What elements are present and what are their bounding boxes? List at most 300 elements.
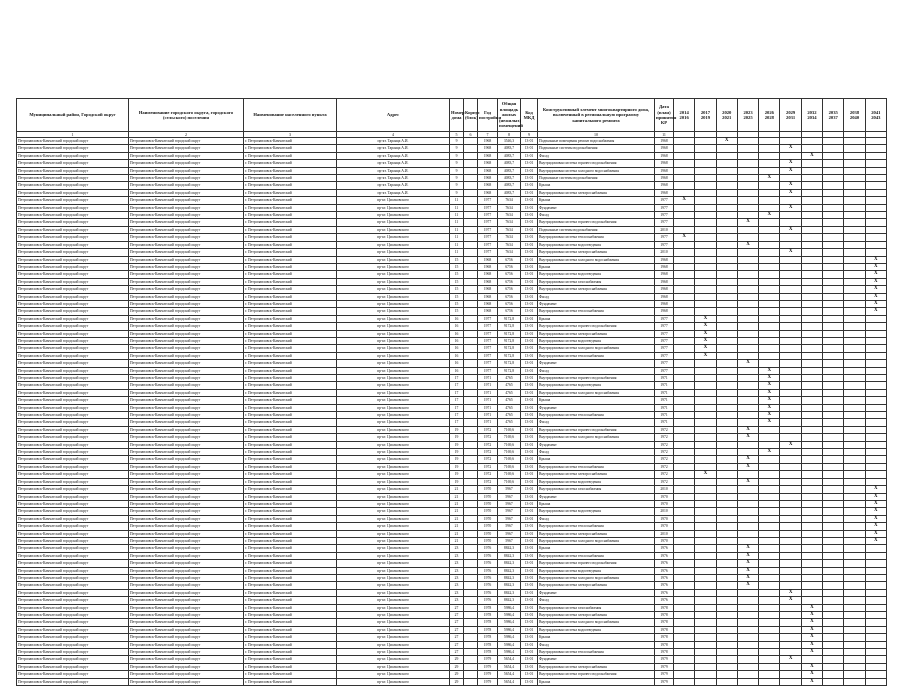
mkd-code-cell: 13-01 — [521, 241, 538, 248]
period-cell — [759, 500, 780, 507]
mkd-code-cell: 13-01 — [521, 678, 538, 685]
table-row — [17, 508, 887, 515]
plan-date-cell: 1971 — [655, 404, 674, 411]
period-cell — [780, 330, 801, 337]
period-cell — [674, 323, 695, 330]
period-cell: X — [737, 552, 758, 559]
district-cell: Петропавловск-Камчатский городской округ — [17, 656, 129, 663]
block-cell — [464, 456, 478, 463]
period-cell — [759, 360, 780, 367]
period-cell — [674, 278, 695, 285]
structural-element-cell: Внутридомовая система теплоснабжения — [538, 649, 655, 656]
table-row — [17, 426, 887, 433]
period-cell — [823, 604, 844, 611]
table-row — [17, 189, 887, 196]
house-number-cell: 27 — [450, 612, 464, 619]
period-cell — [844, 160, 865, 167]
locality-cell: г. Петропавловск-Камчатский — [244, 545, 337, 552]
period-cell: X — [780, 189, 801, 196]
column-header: Год постройки — [478, 99, 498, 132]
locality-cell: г. Петропавловск-Камчатский — [244, 145, 337, 152]
period-cell: X — [801, 626, 822, 633]
period-cell — [737, 530, 758, 537]
period-cell — [759, 589, 780, 596]
period-cell — [737, 152, 758, 159]
address-cell: пр-кт. Циолковского — [337, 589, 450, 596]
address-cell: пр-кт. Циолковского — [337, 337, 450, 344]
settlement-cell: Петропавловск-Камчатский городской округ — [129, 537, 244, 544]
area-cell: 4765 — [498, 412, 521, 419]
plan-date-cell: 1970 — [655, 523, 674, 530]
settlement-cell: Петропавловск-Камчатский городской округ — [129, 545, 244, 552]
build-year-cell: 1976 — [478, 582, 498, 589]
block-cell — [464, 212, 478, 219]
area-cell: 8842,3 — [498, 560, 521, 567]
district-cell: Петропавловск-Камчатский городской округ — [17, 508, 129, 515]
table-row — [17, 412, 887, 419]
build-year-cell: 1977 — [478, 330, 498, 337]
locality-cell: г. Петропавловск-Камчатский — [244, 404, 337, 411]
period-cell — [759, 574, 780, 581]
period-cell: X — [759, 367, 780, 374]
period-cell — [716, 656, 737, 663]
period-cell — [759, 434, 780, 441]
build-year-cell: 1970 — [478, 515, 498, 522]
structural-element-cell: Фундамент — [538, 300, 655, 307]
mkd-code-cell: 13-01 — [521, 189, 538, 196]
period-cell — [737, 330, 758, 337]
period-cell — [801, 382, 822, 389]
address-cell: пр-кт. Циолковского — [337, 441, 450, 448]
address-cell: пр-кт. Таранца А.И. — [337, 167, 450, 174]
settlement-cell: Петропавловск-Камчатский городской округ — [129, 293, 244, 300]
period-cell — [716, 419, 737, 426]
area-cell: 7169,6 — [498, 456, 521, 463]
period-cell — [801, 219, 822, 226]
locality-cell: г. Петропавловск-Камчатский — [244, 323, 337, 330]
build-year-cell: 1972 — [478, 449, 498, 456]
house-number-cell: 9 — [450, 175, 464, 182]
address-cell: пр-кт. Циолковского — [337, 256, 450, 263]
column-header: 2038 2040 — [844, 99, 865, 132]
plan-date-cell: 1977 — [655, 241, 674, 248]
address-cell: пр-кт. Таранца А.И. — [337, 189, 450, 196]
period-cell — [737, 612, 758, 619]
period-cell — [759, 286, 780, 293]
settlement-cell: Петропавловск-Камчатский городской округ — [129, 367, 244, 374]
area-cell: 4765 — [498, 375, 521, 382]
table-row — [17, 219, 887, 226]
district-cell: Петропавловск-Камчатский городской округ — [17, 619, 129, 626]
district-cell: Петропавловск-Камчатский городской округ — [17, 138, 129, 145]
plan-date-cell: 1970 — [655, 537, 674, 544]
plan-date-cell: 1977 — [655, 219, 674, 226]
house-number-cell: 11 — [450, 226, 464, 233]
mkd-code-cell: 13-01 — [521, 397, 538, 404]
table-row — [17, 271, 887, 278]
period-cell — [716, 345, 737, 352]
plan-date-cell: 1971 — [655, 419, 674, 426]
house-number-cell: 16 — [450, 323, 464, 330]
period-cell — [780, 523, 801, 530]
period-cell — [801, 597, 822, 604]
period-cell — [780, 604, 801, 611]
period-cell — [823, 367, 844, 374]
period-cell — [801, 138, 822, 145]
period-cell — [801, 300, 822, 307]
build-year-cell: 1977 — [478, 352, 498, 359]
mkd-code-cell: 13-01 — [521, 493, 538, 500]
house-number-cell: 9 — [450, 182, 464, 189]
period-cell — [823, 449, 844, 456]
period-cell: X — [695, 337, 716, 344]
period-cell — [674, 167, 695, 174]
address-cell: пр-кт. Циолковского — [337, 286, 450, 293]
period-cell — [737, 626, 758, 633]
house-number-cell: 19 — [450, 471, 464, 478]
district-cell: Петропавловск-Камчатский городской округ — [17, 263, 129, 270]
period-cell — [823, 256, 844, 263]
settlement-cell: Петропавловск-Камчатский городской округ — [129, 182, 244, 189]
address-cell: пр-кт. Циолковского — [337, 612, 450, 619]
table-row — [17, 367, 887, 374]
period-cell — [716, 582, 737, 589]
period-cell: X — [674, 234, 695, 241]
period-cell: X — [801, 604, 822, 611]
structural-element-cell: Фасад — [538, 641, 655, 648]
period-cell — [823, 145, 844, 152]
house-number-cell: 16 — [450, 352, 464, 359]
period-cell — [865, 167, 886, 174]
period-cell — [759, 649, 780, 656]
period-cell — [844, 315, 865, 322]
house-number-cell: 19 — [450, 463, 464, 470]
column-header: Муниципальный район, Городской округ — [17, 99, 129, 132]
period-cell: X — [737, 560, 758, 567]
period-cell — [865, 175, 886, 182]
area-cell: 5967 — [498, 523, 521, 530]
period-cell — [737, 189, 758, 196]
period-cell: X — [801, 619, 822, 626]
period-cell — [737, 337, 758, 344]
period-cell: X — [780, 167, 801, 174]
period-cell — [695, 641, 716, 648]
house-number-cell: 21 — [450, 515, 464, 522]
structural-element-cell: Внутридомовая система газоснабжения — [538, 604, 655, 611]
table-row — [17, 500, 887, 507]
period-cell — [844, 219, 865, 226]
period-cell — [716, 574, 737, 581]
block-cell — [464, 493, 478, 500]
block-cell — [464, 574, 478, 581]
build-year-cell: 1977 — [478, 212, 498, 219]
period-cell — [737, 182, 758, 189]
plan-date-cell: 1976 — [655, 560, 674, 567]
structural-element-cell: Внутридомовая система электроснабжения — [538, 582, 655, 589]
period-cell — [844, 574, 865, 581]
area-cell: 9172,8 — [498, 315, 521, 322]
structural-element-cell: Крыша — [538, 456, 655, 463]
block-cell — [464, 263, 478, 270]
district-cell: Петропавловск-Камчатский городской округ — [17, 441, 129, 448]
period-cell — [823, 160, 844, 167]
table-row — [17, 656, 887, 663]
period-cell — [823, 204, 844, 211]
period-cell: X — [737, 567, 758, 574]
table-row — [17, 545, 887, 552]
district-cell: Петропавловск-Камчатский городской округ — [17, 671, 129, 678]
period-cell — [844, 182, 865, 189]
house-number-cell: 23 — [450, 574, 464, 581]
period-cell — [844, 330, 865, 337]
locality-cell: г. Петропавловск-Камчатский — [244, 426, 337, 433]
plan-date-cell: 1977 — [655, 360, 674, 367]
period-cell — [844, 175, 865, 182]
period-cell — [695, 197, 716, 204]
build-year-cell: 1968 — [478, 271, 498, 278]
address-cell: пр-кт. Циолковского — [337, 582, 450, 589]
plan-date-cell: 1968 — [655, 152, 674, 159]
area-cell: 7634 — [498, 226, 521, 233]
mkd-code-cell: 13-01 — [521, 375, 538, 382]
settlement-cell: Петропавловск-Камчатский городской округ — [129, 389, 244, 396]
period-cell — [737, 471, 758, 478]
period-cell — [674, 671, 695, 678]
period-cell: X — [780, 226, 801, 233]
period-cell — [716, 249, 737, 256]
period-cell — [823, 182, 844, 189]
period-cell — [759, 197, 780, 204]
locality-cell: г. Петропавловск-Камчатский — [244, 160, 337, 167]
plan-date-cell: 1968 — [655, 138, 674, 145]
period-cell — [844, 434, 865, 441]
period-cell — [759, 204, 780, 211]
settlement-cell: Петропавловск-Камчатский городской округ — [129, 478, 244, 485]
period-cell — [737, 604, 758, 611]
block-cell — [464, 404, 478, 411]
settlement-cell: Петропавловск-Камчатский городской округ — [129, 360, 244, 367]
period-cell — [801, 426, 822, 433]
period-cell — [823, 323, 844, 330]
period-cell — [695, 582, 716, 589]
period-cell — [844, 663, 865, 670]
period-cell — [759, 241, 780, 248]
area-cell: 8842,3 — [498, 574, 521, 581]
column-number: 8 — [498, 132, 521, 138]
address-cell: пр-кт. Циолковского — [337, 552, 450, 559]
period-cell — [674, 404, 695, 411]
district-cell: Петропавловск-Камчатский городской округ — [17, 315, 129, 322]
build-year-cell: 1970 — [478, 500, 498, 507]
period-cell — [780, 671, 801, 678]
period-cell: X — [759, 419, 780, 426]
period-cell — [823, 530, 844, 537]
period-cell: X — [801, 634, 822, 641]
area-cell: 5967 — [498, 530, 521, 537]
period-cell — [801, 567, 822, 574]
settlement-cell: Петропавловск-Камчатский городской округ — [129, 589, 244, 596]
period-cell — [737, 486, 758, 493]
period-cell — [737, 449, 758, 456]
program-sheet — [16, 98, 886, 686]
locality-cell: г. Петропавловск-Камчатский — [244, 434, 337, 441]
district-cell: Петропавловск-Камчатский городской округ — [17, 352, 129, 359]
period-cell — [759, 271, 780, 278]
structural-element-cell: Внутридомовая система электроснабжения — [538, 471, 655, 478]
period-cell — [823, 508, 844, 515]
period-cell — [865, 604, 886, 611]
mkd-code-cell: 13-01 — [521, 471, 538, 478]
district-cell: Петропавловск-Камчатский городской округ — [17, 523, 129, 530]
period-cell — [780, 426, 801, 433]
structural-element-cell: Внутридомовая система водоотведения — [538, 382, 655, 389]
period-cell — [759, 226, 780, 233]
period-cell — [695, 300, 716, 307]
locality-cell: г. Петропавловск-Камчатский — [244, 293, 337, 300]
build-year-cell: 1971 — [478, 397, 498, 404]
period-cell — [801, 256, 822, 263]
period-cell — [716, 308, 737, 315]
period-cell — [780, 323, 801, 330]
period-cell — [716, 352, 737, 359]
period-cell — [865, 315, 886, 322]
mkd-code-cell: 13-01 — [521, 323, 538, 330]
build-year-cell: 1971 — [478, 382, 498, 389]
build-year-cell: 1972 — [478, 456, 498, 463]
period-cell — [844, 212, 865, 219]
structural-element-cell: Крыша — [538, 500, 655, 507]
build-year-cell: 1968 — [478, 286, 498, 293]
period-cell — [759, 152, 780, 159]
period-cell — [716, 360, 737, 367]
period-cell: X — [780, 182, 801, 189]
column-number: 2 — [129, 132, 244, 138]
period-cell — [844, 456, 865, 463]
mkd-code-cell: 13-01 — [521, 649, 538, 656]
period-cell — [737, 367, 758, 374]
period-cell — [823, 337, 844, 344]
period-cell — [801, 197, 822, 204]
table-row — [17, 456, 887, 463]
locality-cell: г. Петропавловск-Камчатский — [244, 471, 337, 478]
build-year-cell: 1979 — [478, 656, 498, 663]
period-cell — [865, 641, 886, 648]
plan-date-cell: 2010 — [655, 226, 674, 233]
block-cell — [464, 226, 478, 233]
block-cell — [464, 434, 478, 441]
period-cell — [737, 500, 758, 507]
period-cell — [823, 249, 844, 256]
build-year-cell: 1972 — [478, 434, 498, 441]
build-year-cell: 1972 — [478, 478, 498, 485]
district-cell: Петропавловск-Камчатский городской округ — [17, 434, 129, 441]
period-cell — [844, 167, 865, 174]
area-cell: 8842,3 — [498, 582, 521, 589]
period-cell: X — [801, 649, 822, 656]
period-cell — [674, 493, 695, 500]
table-row — [17, 671, 887, 678]
period-cell — [844, 300, 865, 307]
period-cell — [823, 471, 844, 478]
period-cell — [823, 189, 844, 196]
period-cell — [865, 145, 886, 152]
address-cell: пр-кт. Циолковского — [337, 212, 450, 219]
period-cell — [716, 426, 737, 433]
period-cell — [780, 500, 801, 507]
locality-cell: г. Петропавловск-Камчатский — [244, 663, 337, 670]
locality-cell: г. Петропавловск-Камчатский — [244, 271, 337, 278]
period-cell — [759, 656, 780, 663]
house-number-cell: 15 — [450, 278, 464, 285]
period-cell — [674, 204, 695, 211]
district-cell: Петропавловск-Камчатский городской округ — [17, 678, 129, 685]
period-cell: X — [780, 204, 801, 211]
mkd-code-cell: 13-01 — [521, 182, 538, 189]
period-cell: X — [695, 323, 716, 330]
house-number-cell: 15 — [450, 293, 464, 300]
plan-date-cell: 1979 — [655, 656, 674, 663]
period-cell — [801, 182, 822, 189]
column-header: 2026 2028 — [759, 99, 780, 132]
address-cell: пр-кт. Циолковского — [337, 300, 450, 307]
settlement-cell: Петропавловск-Камчатский городской округ — [129, 271, 244, 278]
address-cell: пр-кт. Циолковского — [337, 330, 450, 337]
period-cell — [844, 278, 865, 285]
period-cell — [823, 308, 844, 315]
address-cell: пр-кт. Циолковского — [337, 560, 450, 567]
period-cell — [823, 293, 844, 300]
area-cell: 4083,7 — [498, 167, 521, 174]
plan-date-cell: 1972 — [655, 426, 674, 433]
period-cell — [844, 545, 865, 552]
build-year-cell: 1968 — [478, 175, 498, 182]
plan-date-cell: 1977 — [655, 323, 674, 330]
period-cell — [716, 604, 737, 611]
mkd-code-cell: 13-01 — [521, 389, 538, 396]
period-cell — [716, 678, 737, 685]
build-year-cell: 1971 — [478, 389, 498, 396]
plan-date-cell: 1978 — [655, 626, 674, 633]
locality-cell: г. Петропавловск-Камчатский — [244, 560, 337, 567]
period-cell — [823, 278, 844, 285]
plan-date-cell: 1971 — [655, 389, 674, 396]
area-cell: 5967 — [498, 486, 521, 493]
period-cell — [716, 226, 737, 233]
structural-element-cell: Внутридомовая система холодного водоснабжения — [538, 574, 655, 581]
district-cell: Петропавловск-Камчатский городской округ — [17, 530, 129, 537]
settlement-cell: Петропавловск-Камчатский городской округ — [129, 204, 244, 211]
build-year-cell: 1968 — [478, 167, 498, 174]
period-cell — [865, 478, 886, 485]
settlement-cell: Петропавловск-Камчатский городской округ — [129, 175, 244, 182]
period-cell: X — [780, 589, 801, 596]
period-cell — [865, 389, 886, 396]
settlement-cell: Петропавловск-Камчатский городской округ — [129, 574, 244, 581]
period-cell — [759, 560, 780, 567]
plan-date-cell: 1972 — [655, 471, 674, 478]
period-cell — [780, 345, 801, 352]
period-cell — [759, 189, 780, 196]
locality-cell: г. Петропавловск-Камчатский — [244, 500, 337, 507]
period-cell — [780, 286, 801, 293]
address-cell: пр-кт. Циолковского — [337, 389, 450, 396]
area-cell: 9172,8 — [498, 337, 521, 344]
address-cell: пр-кт. Циолковского — [337, 426, 450, 433]
area-cell: 8842,3 — [498, 567, 521, 574]
period-cell: X — [865, 523, 886, 530]
period-cell — [801, 515, 822, 522]
period-cell — [737, 263, 758, 270]
